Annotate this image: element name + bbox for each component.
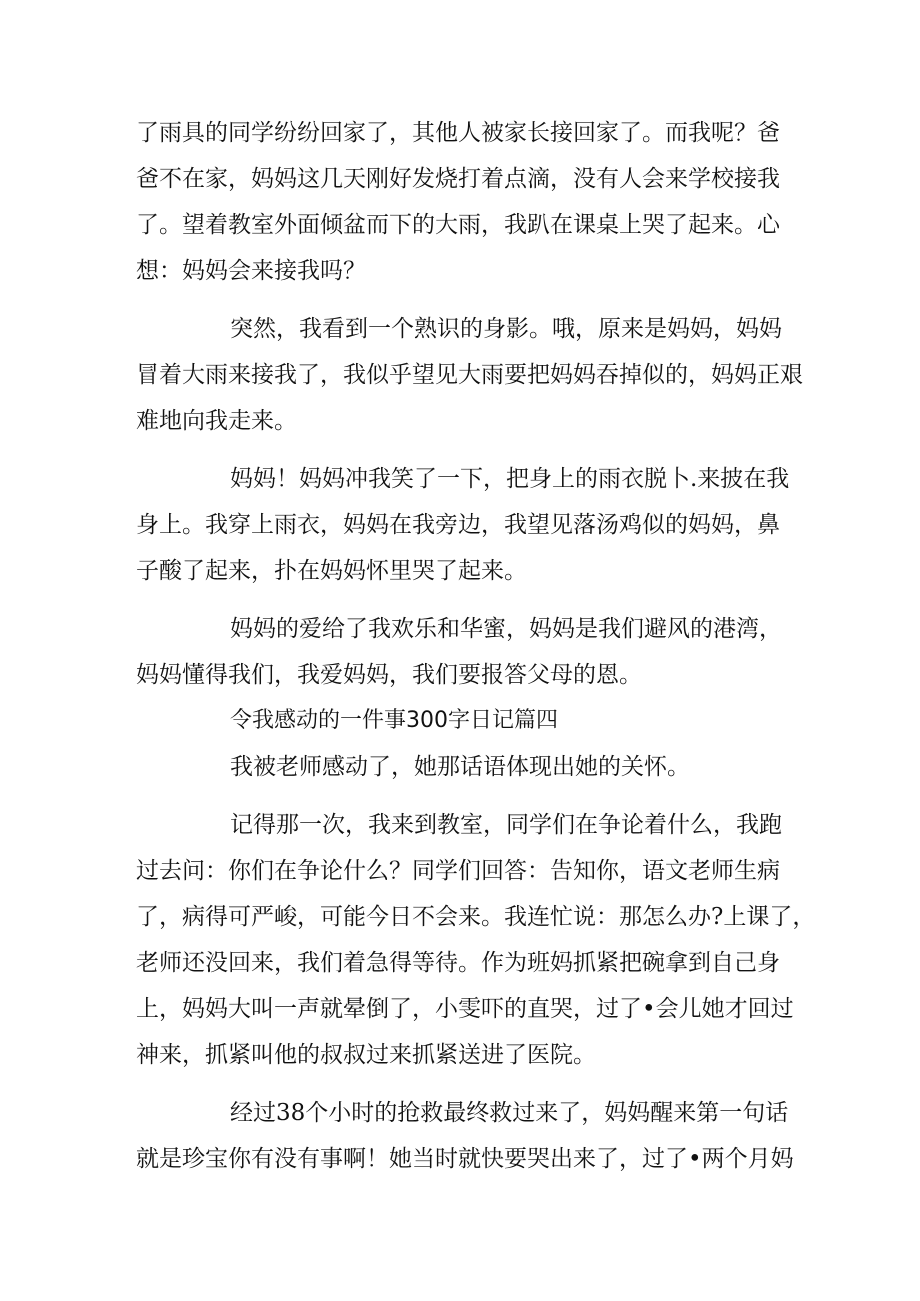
paragraph-line: 记得那一次，我来到教室，同学们在争论着什么，我跑 (230, 812, 782, 838)
paragraph-line: 老师还没回来，我们着急得等待。作为班妈抓紧把碗拿到自己身 (136, 950, 780, 976)
paragraph-line: 神来，抓紧叫他的叔叔过来抓紧送进了医院。 (136, 1042, 596, 1068)
document-body (136, 110, 816, 1182)
paragraph-line: 身上。我穿上雨衣，妈妈在我旁边，我望见落汤鸡似的妈妈，鼻 (136, 512, 780, 538)
paragraph-line: 过去问：你们在争论什么？同学们回答：告知你，语文老师生病 (136, 858, 780, 884)
paragraph-line: 想：妈妈会来接我吗？ (136, 258, 366, 284)
paragraph-line: 子酸了起来，扑在妈妈怀里哭了起来。 (136, 558, 527, 584)
paragraph-line: 突然，我看到一个熟识的身影。哦，原来是妈妈，妈妈 (230, 316, 782, 342)
paragraph-line: 妈妈的爱给了我欢乐和华蜜，妈妈是我们避风的港湾， (230, 616, 782, 642)
paragraph-line: 妈妈懂得我们，我爱妈妈，我们要报答父母的恩。 (136, 662, 642, 688)
paragraph-line: 经过38个小时的抢救最终救过来了，妈妈醒来第一句话 (230, 1100, 789, 1126)
paragraph-line: 难地向我走来。 (136, 408, 297, 434)
paragraph-line: 就是珍宝你有没有事啊！她当时就快要哭出来了，过了•两个月妈 (136, 1146, 794, 1172)
paragraph-line: 了，病得可严峻，可能今日不会来。我连忙说：那怎么办?上课了， (136, 904, 816, 930)
paragraph-line: 妈妈！妈妈冲我笑了一下，把身上的雨衣脱卜.来披在我 (230, 466, 790, 492)
section-heading: 令我感动的一件事300字日记篇四 (230, 708, 558, 733)
paragraph-line: 冒着大雨来接我了，我似乎望见大雨要把妈妈吞掉似的，妈妈正艰 (136, 362, 803, 388)
paragraph-line: 了雨具的同学纷纷回家了，其他人被家长接回家了。而我呢？爸 (136, 120, 780, 146)
paragraph-line: 上，妈妈大叫一声就晕倒了，小雯吓的直哭，过了•会儿她才回过 (136, 996, 794, 1022)
paragraph-line: 了。望着教室外面倾盆而下的大雨，我趴在课桌上哭了起来。心 (136, 212, 780, 238)
paragraph-line: 爸不在家，妈妈这几天刚好发烧打着点滴，没有人会来学校接我 (136, 166, 780, 192)
paragraph-line: 我被老师感动了，她那话语体现出她的关怀。 (230, 754, 690, 780)
